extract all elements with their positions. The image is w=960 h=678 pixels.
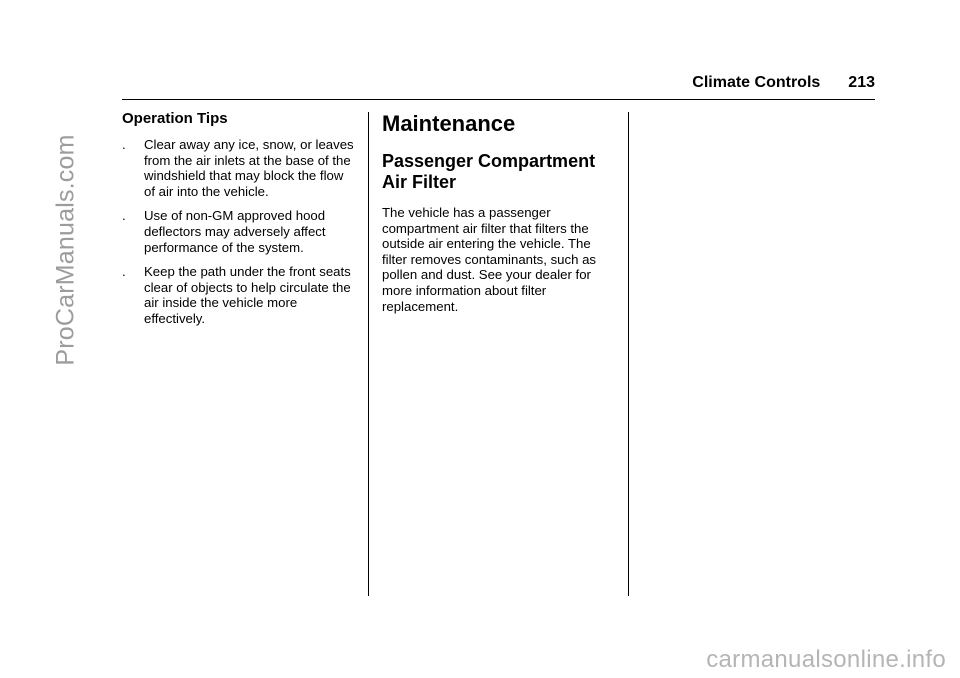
operation-tips-section [122,110,356,336]
list-item-text: Clear away any ice, snow, or leaves from the air inlets at the base of the windshield that may block the flow of air into the vehicle. [144,137,354,199]
bullet: . [122,137,126,152]
header-section-title: Climate Controls [692,74,821,91]
bullet: . [122,264,126,280]
subsection-title: Passenger Compartment Air Filter [382,151,596,192]
list-item-text: Keep the path under the front seats clear of objects to help circulate the air inside the vehicle more effectively. [144,264,351,326]
body-paragraph: The vehicle has a passenger compartment air filter that filters the outside air entering the vehicle. The filter removes contaminants, such as pollen and dust. See your dealer for more information about filter replacement. [382,205,597,314]
column-divider-right [628,112,629,596]
list-item [122,264,356,326]
footer-watermark: carmanualsonline.info [706,646,946,673]
maintenance-section [382,110,614,314]
page-header [122,71,875,95]
section-heading: Operation Tips [122,110,228,127]
list-item [122,208,356,255]
list-item-text: Use of non-GM approved hood deflectors may adversely affect performance of the system. [144,208,326,255]
column-divider-left [368,112,369,596]
bullet: . [122,208,126,224]
chapter-title: Maintenance [382,111,516,136]
header-rule [122,99,875,100]
page-number: 213 [848,74,875,91]
side-watermark: ProCarManuals.com [51,134,80,366]
list-item [122,137,356,199]
